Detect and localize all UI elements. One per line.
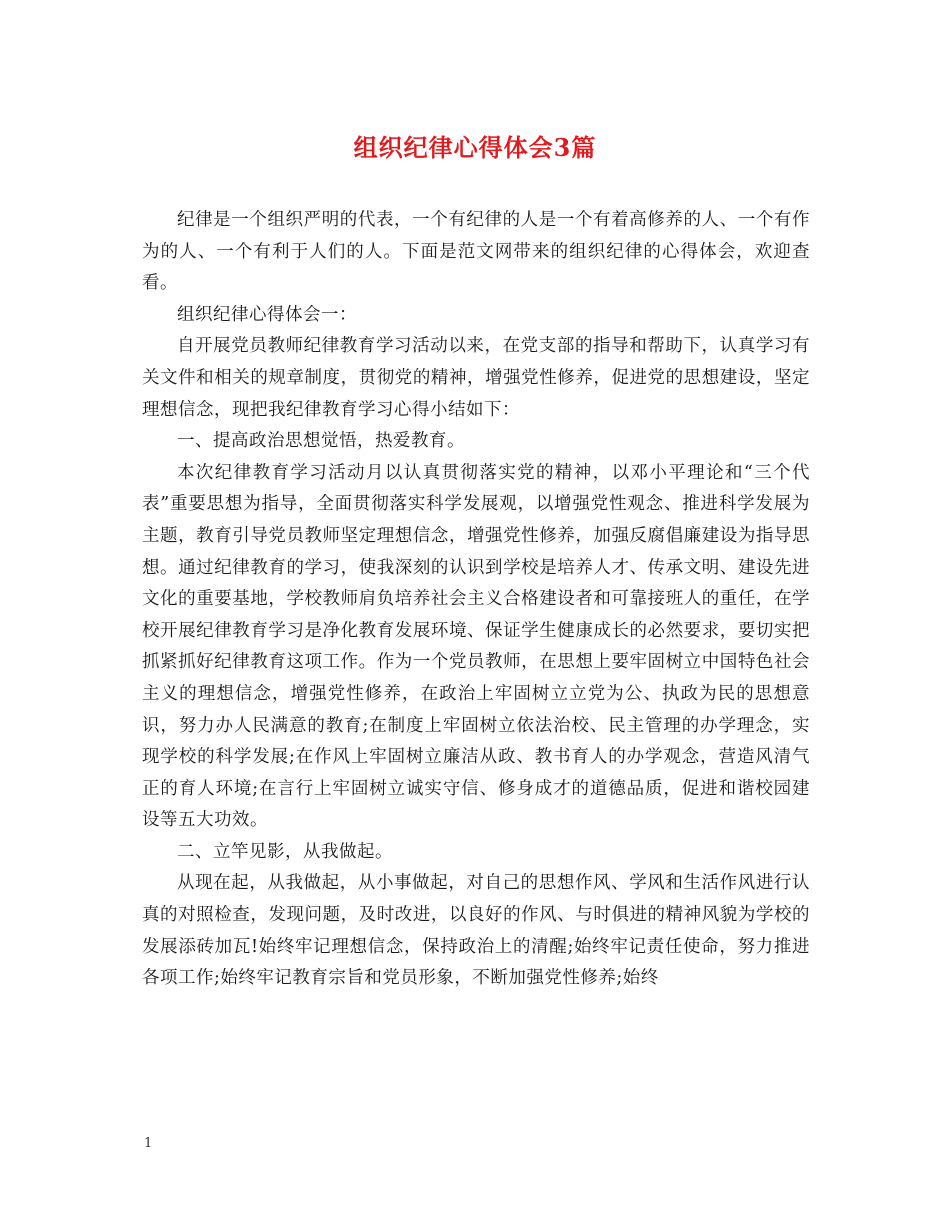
paragraph-point-two-body: 从现在起，从我做起，从小事做起，对自己的思想作风、学风和生活作风进行认真的对照检查，发现问题，及时改进，以良好的作风、与时俱进的精神风貌为学校的发展添砖加瓦!始终牢记理想信念，保持政治上的清醒;始终牢记责任使命，努力推进各项工作;始终牢记教育宗旨和党员形象，不断加强党性修养;始终 — [142, 873, 810, 989]
paragraph-point-one-heading: 一、提高政治思想觉悟，热爱教育。 — [177, 431, 465, 452]
document-body — [142, 205, 810, 995]
paragraph-intro: 纪律是一个组织严明的代表，一个有纪律的人是一个有着高修养的人、一个有作为的人、一个有利于人们的人。下面是范文网带来的组织纪律的心得体会，欢迎查看。 — [142, 210, 810, 294]
paragraph-opening: 自开展党员教师纪律教育学习活动以来，在党支部的指导和帮助下，认真学习有关文件和相关的规章制度，贯彻党的精神，增强党性修养，促进党的思想建设，坚定理想信念，现把我纪律教育学习心得小结如下： — [142, 336, 810, 420]
paragraph-point-one-body: 本次纪律教育学习活动月以认真贯彻落实党的精神，以邓小平理论和“三个代表”重要思想为指导，全面贯彻落实科学发展观，以增强党性观念、推进科学发展为主题，教育引导党员教师坚定理想信念，增强党性修养，加强反腐倡廉建设为指导思想。通过纪律教育的学习，使我深刻的认识到学校是培养人才、传承文明、建设先进文化的重要基地，学校教师肩负培养社会主义合格建设者和可靠接班人的重任，在学校开展纪律教育学习是净化教育发展环境、保证学生健康成长的必然要求，要切实把抓紧抓好纪律教育这项工作。作为一个党员教师，在思想上要牢固树立中国特色社会主义的理想信念，增强党性修养，在政治上牢固树立立党为公、执政为民的思想意识，努力办人民满意的教育;在制度上牢固树立依法治校、民主管理的办学理念，实现学校的科学发展;在作风上牢固树立廉洁从政、教书育人的办学观念，营造风清气正的育人环境;在言行上牢固树立诚实守信、修身成才的道德品质，促进和谐校园建设等五大功效。 — [142, 462, 810, 831]
document-title: 组织纪律心得体会3篇 — [353, 133, 597, 162]
paragraph-point-two-heading: 二、立竿见影，从我做起。 — [177, 841, 393, 862]
paragraph-section-heading: 组织纪律心得体会一： — [177, 304, 357, 325]
page-number: 1 — [144, 1136, 153, 1151]
